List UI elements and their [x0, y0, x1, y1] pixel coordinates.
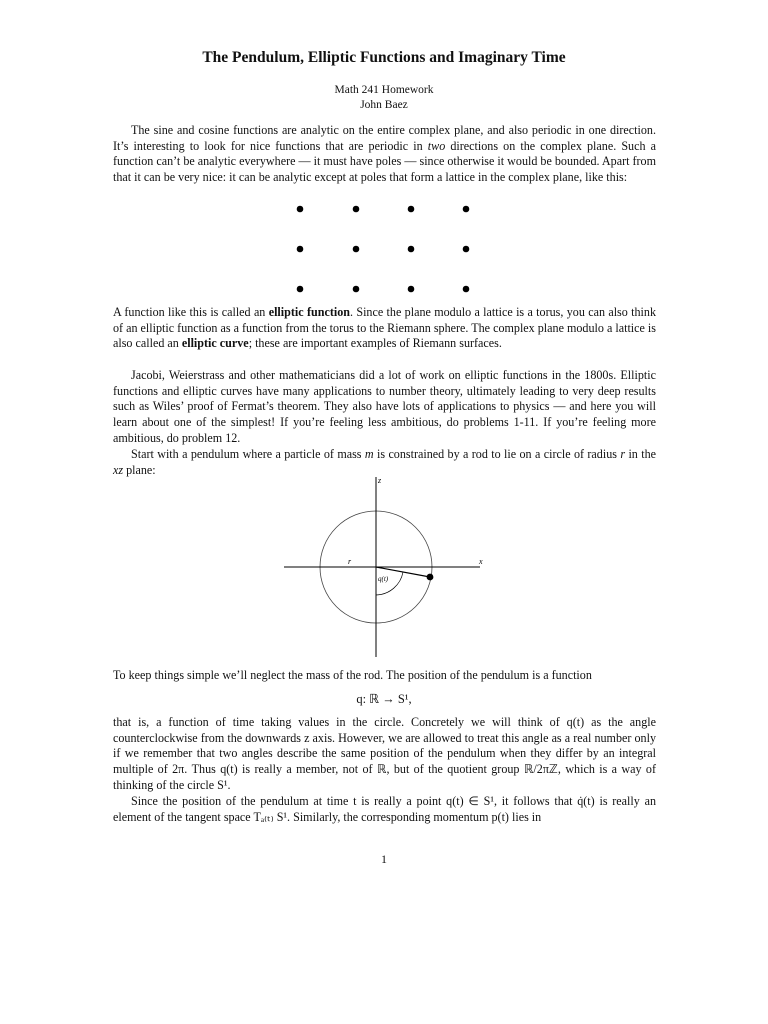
- lattice-diagram: [280, 198, 490, 298]
- mass-symbol: m: [364, 447, 374, 461]
- term-elliptic-function: elliptic function: [268, 305, 350, 319]
- intro-paragraph: [113, 123, 656, 186]
- radius-label: r: [348, 557, 352, 566]
- lattice-pole: [463, 206, 470, 213]
- xz-symbol: xz: [113, 462, 124, 477]
- elliptic-definition-paragraph: [113, 305, 656, 352]
- pend-text-b: is constrained by a rod to lie on a circle of radius: [373, 447, 621, 461]
- author-line: John Baez: [360, 99, 408, 111]
- lattice-pole: [353, 206, 360, 213]
- lattice-pole: [463, 246, 470, 253]
- def-text-b: . Since the plane modulo a lattice is a torus, you can also think of an elliptic function as a function from the torus to the Riemann sphere. The complex plane modulo a lattice is also called an: [113, 305, 657, 351]
- intro-text-b: directions on the complex plane. Such a function can’t be analytic everywhere — it must have poles — since otherwise it would be bounded. Apart from that it can be very nice: it can be analytic except at poles that form a lattice in the complex plane, like this:: [113, 138, 656, 185]
- pendulum-intro-paragraph: [113, 447, 656, 478]
- lattice-pole: [408, 206, 415, 213]
- lattice-pole: [297, 286, 304, 293]
- history-paragraph: Jacobi, Weierstrass and other mathematicians did a lot of work on elliptic functions in the 1800s. Elliptic functions and elliptic curves have many applications to number theory, ultimately leading to very deep results such as Wiles’ proof of Fermat’s theorem. They also have lots of applications to physics — and here you will learn about one of the simplest! If you’re feeling less ambitious, do problems 1-11. If you’re feeling more ambitious, do problem 12.: [113, 368, 656, 445]
- lattice-pole: [463, 286, 470, 293]
- lattice-pole: [353, 246, 360, 253]
- pend-text-d: plane:: [123, 462, 156, 477]
- lattice-pole: [297, 206, 304, 213]
- paper-title: The Pendulum, Elliptic Functions and Imaginary Time: [202, 49, 566, 66]
- x-axis-label: x: [479, 557, 483, 566]
- lattice-pole: [408, 286, 415, 293]
- tangent-space-paragraph: Since the position of the pendulum at time t is really a point q(t) ∈ S¹, it follows that q̇(t) is really an element of the tangent space Tₐ₍ₜ₎ S¹. Similarly, the corresponding momentum p(t) lies in: [113, 794, 656, 824]
- z-axis-label: z: [378, 476, 382, 485]
- pend-text-a: Start with a pendulum where a particle of mass: [131, 447, 365, 461]
- pend-text-c: in the: [625, 447, 656, 461]
- intro-text-a: The sine and cosine functions are analytic on the entire complex plane, and also periodic in one direction. It’s interesting to look for nice functions that are periodic in: [113, 123, 656, 153]
- def-text-c: ; these are important examples of Riemann surfaces.: [248, 336, 502, 351]
- rod-mass-paragraph: To keep things simple we’ll neglect the mass of the rod. The position of the pendulum is a function: [113, 668, 592, 682]
- lattice-pole: [353, 286, 360, 293]
- pendulum-bob: [427, 574, 434, 581]
- lattice-pole: [297, 246, 304, 253]
- lattice-pole: [408, 246, 415, 253]
- radius-symbol: r: [620, 447, 626, 461]
- course-line: Math 241 Homework: [334, 84, 434, 96]
- def-text-a: A function like this is called an: [113, 305, 269, 319]
- term-elliptic-curve: elliptic curve: [181, 336, 249, 351]
- pendulum-diagram: [280, 475, 490, 660]
- page-number: 1: [381, 852, 387, 866]
- intro-emphasis: two: [427, 138, 446, 153]
- function-equation: q: ℝ → S¹,: [356, 692, 412, 706]
- lattice-poles: [297, 206, 470, 293]
- angle-label: q(t): [378, 575, 389, 583]
- angle-paragraph: that is, a function of time taking values in the circle. Concretely we will think of q(t) as the angle counterclockwise from the downwards z axis. However, we are allowed to treat this angle as a real number only if we remember that two angles describe the same position of the pendulum when they differ by an integral multiple of 2π. Thus q(t) is really a member, not of ℝ, but of the quotient group ℝ/2πℤ, which is a way of thinking of the circle S¹.: [113, 715, 656, 792]
